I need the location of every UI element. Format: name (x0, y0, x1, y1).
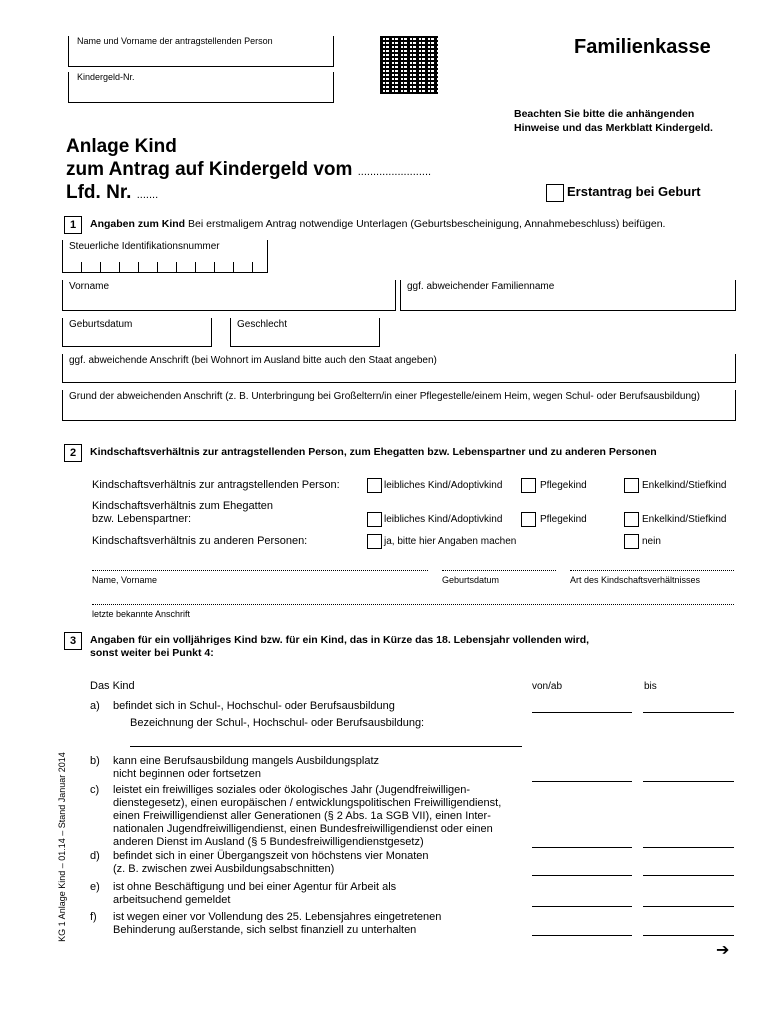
section-1-title: Angaben zum Kind (90, 218, 186, 230)
erstantrag-label: Erstantrag bei Geburt (567, 184, 701, 199)
kv-applicant-enkel-checkbox[interactable] (624, 478, 639, 493)
antrag-date-dots: ........................ (357, 166, 432, 178)
item-c-von-input[interactable] (532, 847, 632, 848)
item-c-text-2: dienstegesetz), einen europäischen / entwicklungspolitischen Freiwilligendienst, (113, 797, 502, 809)
section-1-number: 1 (64, 216, 82, 234)
familienname-label: ggf. abweichender Familienname (407, 281, 555, 292)
lfd-nr-label: Lfd. Nr. (66, 182, 132, 203)
item-d-bis-input[interactable] (643, 875, 734, 876)
item-b-bis-input[interactable] (643, 781, 734, 782)
item-d-text-1: befindet sich in einer Übergangszeit von höchstens vier Monaten (113, 850, 429, 862)
item-a-bis-input[interactable] (643, 712, 734, 713)
item-b-text-2: nicht beginnen oder fortsetzen (113, 768, 261, 780)
kv-applicant-pflege-checkbox[interactable] (521, 478, 536, 493)
section-3-number: 3 (64, 632, 82, 650)
barcode-image (380, 36, 438, 94)
item-e-text-1: ist ohne Beschäftigung und bei einer Agentur für Arbeit als (113, 881, 397, 893)
kv-spouse-leiblich-checkbox[interactable] (367, 512, 382, 527)
form-subtitle (66, 159, 431, 181)
bezeichnung-input[interactable] (130, 746, 522, 747)
item-d-letter: d) (90, 850, 100, 862)
kv-spouse-pflege-label: Pflegekind (540, 514, 587, 525)
item-c-bis-input[interactable] (643, 847, 734, 848)
item-a-letter: a) (90, 700, 100, 712)
geschlecht-field[interactable] (230, 318, 380, 347)
vorname-label: Vorname (69, 281, 110, 292)
bezeichnung-label: Bezeichnung der Schul-, Hochschul- oder Berufsausbildung: (130, 717, 425, 729)
kv-others-ja-checkbox[interactable] (367, 534, 382, 549)
item-c-text-3: einen Freiwilligendienst aller Generationen (§ 2 Abs. 1a SGB VII), einen Inter- (113, 810, 491, 822)
other-anschrift-caption: letzte bekannte Anschrift (92, 609, 191, 619)
item-d-von-input[interactable] (532, 875, 632, 876)
section-3-heading-1: Angaben für ein volljähriges Kind bzw. für ein Kind, das in Kürze das 18. Lebensjahr vollenden wird, (90, 634, 590, 646)
vorname-field[interactable] (62, 280, 396, 311)
agency-title: Familienkasse (574, 36, 711, 58)
kv-others-nein-label: nein (642, 536, 661, 547)
item-a-von-input[interactable] (532, 712, 632, 713)
anschrift-label: ggf. abweichende Anschrift (bei Wohnort im Ausland bitte auch den Staat angeben) (69, 355, 437, 366)
notice-line-1: Beachten Sie bitte die anhängenden (514, 108, 695, 120)
item-a-text: befindet sich in Schul-, Hochschul- oder Berufsausbildung (113, 700, 395, 712)
other-name-input[interactable] (92, 570, 428, 571)
kv-applicant-leiblich-label: leibliches Kind/Adoptivkind (384, 480, 503, 491)
kv-applicant-label: Kindschaftsverhältnis zur antragstellenden Person: (92, 479, 340, 491)
kv-applicant-pflege-label: Pflegekind (540, 480, 587, 491)
other-art-caption: Art des Kindschaftsverhältnisses (570, 575, 701, 585)
kv-spouse-enkel-label: Enkelkind/Stiefkind (642, 514, 727, 525)
erstantrag-checkbox[interactable] (546, 184, 564, 202)
form-version-sidetext: KG 1 Anlage Kind – 01.14 – Stand Januar 2014 (57, 752, 67, 942)
kv-others-nein-checkbox[interactable] (624, 534, 639, 549)
notice-line-2: Hinweise und das Merkblatt Kindergeld. (514, 122, 713, 134)
other-name-caption: Name, Vorname (92, 575, 158, 585)
geburtsdatum-label: Geburtsdatum (69, 319, 133, 330)
item-c-text-5: anderen Dienst im Ausland (§ 5 Bundesfreiwilligendienstgesetz) (113, 836, 424, 848)
grund-label: Grund der abweichenden Anschrift (z. B. Unterbringung bei Großeltern/in einer Pflegestelle/einem Heim, wegen Schul- oder Berufsausbildung) (69, 391, 700, 402)
applicant-name-label: Name und Vorname der antragstellenden Person (77, 36, 273, 46)
item-d-text-2: (z. B. zwischen zwei Ausbildungsabschnitten) (113, 863, 335, 875)
section-3-heading-2: sonst weiter bei Punkt 4: (90, 647, 214, 659)
item-c-letter: c) (90, 784, 100, 796)
item-e-letter: e) (90, 881, 100, 893)
item-f-bis-input[interactable] (643, 935, 734, 936)
item-e-text-2: arbeitsuchend gemeldet (113, 894, 231, 906)
col-bis-label: bis (644, 681, 657, 692)
familienname-field[interactable] (400, 280, 736, 311)
item-f-letter: f) (90, 911, 97, 923)
kv-applicant-leiblich-checkbox[interactable] (367, 478, 382, 493)
item-c-text-4: nationalen Jugendfreiwilligendienst, einen Bundesfreiwilligendienst oder einen (113, 823, 493, 835)
item-b-von-input[interactable] (532, 781, 632, 782)
applicant-name-field[interactable] (68, 36, 334, 67)
kindergeld-nr-label: Kindergeld-Nr. (77, 72, 135, 82)
lfd-nr-dots: ....... (136, 189, 159, 201)
kv-spouse-leiblich-label: leibliches Kind/Adoptivkind (384, 514, 503, 525)
kv-spouse-label-b: bzw. Lebenspartner: (92, 513, 192, 525)
geschlecht-label: Geschlecht (237, 319, 288, 330)
item-f-text-2: Behinderung außerstande, sich selbst finanziell zu unterhalten (113, 924, 417, 936)
form-subtitle-text: zum Antrag auf Kindergeld vom (66, 159, 353, 180)
form-title: Anlage Kind (66, 136, 177, 157)
item-e-von-input[interactable] (532, 906, 632, 907)
kv-spouse-enkel-checkbox[interactable] (624, 512, 639, 527)
section-1-heading (90, 218, 665, 230)
next-page-arrow-icon[interactable]: ➔ (716, 942, 730, 959)
das-kind-label: Das Kind (90, 680, 135, 692)
kv-spouse-label-a: Kindschaftsverhältnis zum Ehegatten (92, 500, 273, 512)
item-b-text-1: kann eine Berufsausbildung mangels Ausbildungsplatz (113, 755, 380, 767)
kv-applicant-enkel-label: Enkelkind/Stiefkind (642, 480, 727, 491)
anschrift-field[interactable] (62, 354, 736, 383)
item-f-text-1: ist wegen einer vor Vollendung des 25. Lebensjahres eingetretenen (113, 911, 442, 923)
other-art-input[interactable] (570, 570, 734, 571)
section-2-number: 2 (64, 444, 82, 462)
item-e-bis-input[interactable] (643, 906, 734, 907)
geburtsdatum-field[interactable] (62, 318, 212, 347)
kv-others-ja-label: ja, bitte hier Angaben machen (384, 536, 517, 547)
lfd-nr (66, 182, 158, 204)
kv-spouse-pflege-checkbox[interactable] (521, 512, 536, 527)
other-geburtsdatum-input[interactable] (442, 570, 556, 571)
item-c-text-1: leistet ein freiwilliges soziales oder ökologisches Jahr (Jugendfreiwilligen- (113, 784, 471, 796)
other-anschrift-input[interactable] (92, 604, 734, 605)
col-von-label: von/ab (532, 681, 563, 692)
kindergeld-nr-field[interactable] (68, 72, 334, 103)
kv-others-label: Kindschaftsverhältnis zu anderen Personen: (92, 535, 308, 547)
grund-field[interactable] (62, 390, 736, 421)
item-b-letter: b) (90, 755, 100, 767)
section-1-note: Bei erstmaligem Antrag notwendige Unterlagen (Geburtsbescheinigung, Annahmebeschluss) beifügen. (185, 218, 666, 230)
section-2-heading: Kindschaftsverhältnis zur antragstellenden Person, zum Ehegatten bzw. Lebenspartner und zu anderen Personen (90, 446, 657, 458)
other-geburtsdatum-caption: Geburtsdatum (442, 575, 500, 585)
tax-id-ticks (62, 262, 266, 272)
item-f-von-input[interactable] (532, 935, 632, 936)
tax-id-label: Steuerliche Identifikationsnummer (69, 241, 220, 252)
